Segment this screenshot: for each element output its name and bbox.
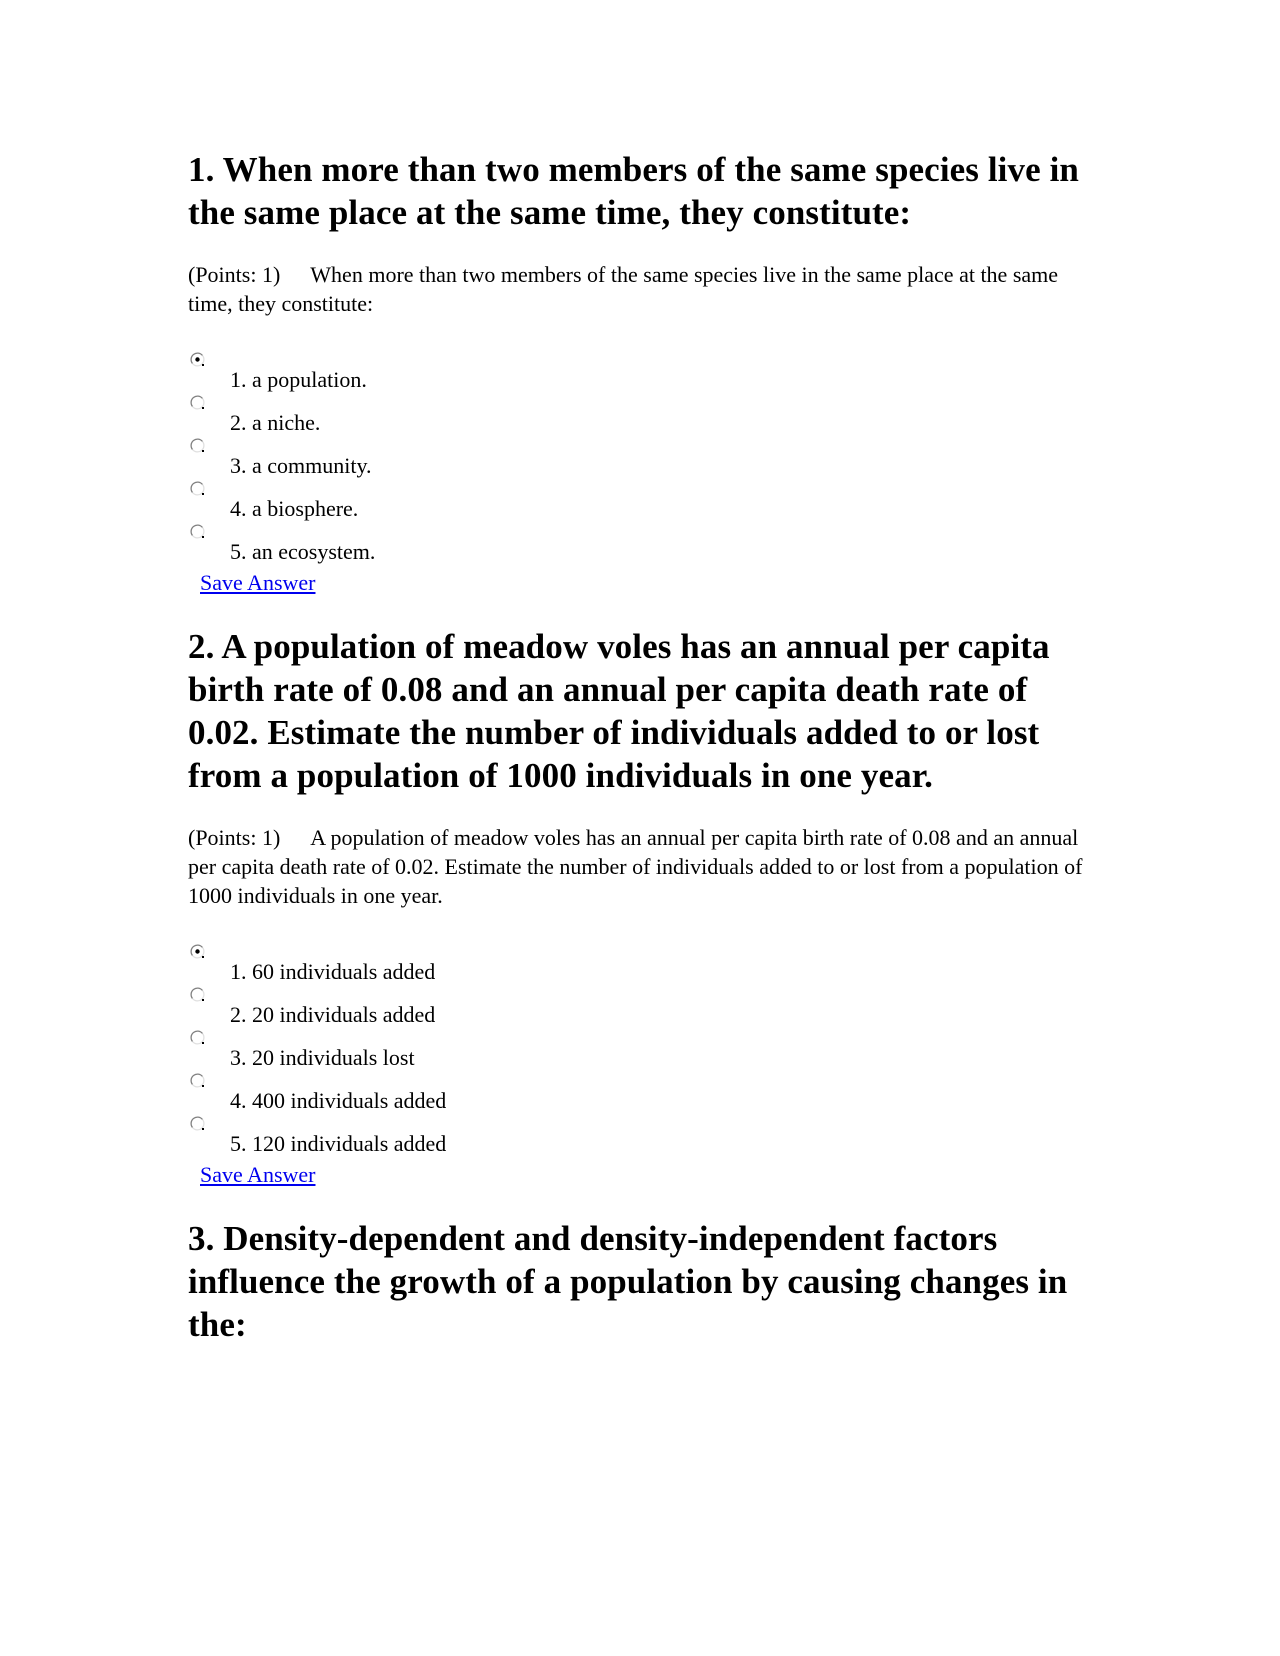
question-1-option-4-label: 4. a biosphere.	[230, 496, 359, 521]
question-1-option-1[interactable]	[188, 352, 1088, 395]
radio-unselected-icon[interactable]	[190, 524, 205, 539]
question-2-body	[188, 823, 1088, 910]
question-1-option-2[interactable]	[188, 395, 1088, 438]
question-1-options	[188, 352, 1088, 567]
question-2-option-4-label: 4. 400 individuals added	[230, 1088, 447, 1113]
quiz-page	[188, 148, 1088, 1346]
radio-unselected-icon[interactable]	[190, 1116, 205, 1131]
question-2-title: 2. A population of meadow voles has an annual per capita birth rate of 0.08 and an annual per capita death rate of 0.02. Estimate the number of individuals added to or lost from a population of 1000 individuals in one year.	[188, 627, 1050, 795]
question-2-option-3[interactable]	[188, 1030, 1088, 1073]
question-1-option-2-label: 2. a niche.	[230, 410, 321, 435]
question-1-option-5[interactable]	[188, 524, 1088, 567]
question-2-option-3-label: 3. 20 individuals lost	[230, 1045, 415, 1070]
question-2-option-1[interactable]	[188, 944, 1088, 987]
question-2-option-2-label: 2. 20 individuals added	[230, 1002, 436, 1027]
radio-unselected-icon[interactable]	[190, 987, 205, 1002]
radio-unselected-icon[interactable]	[190, 481, 205, 496]
question-2-points: (Points: 1)	[188, 825, 281, 850]
question-2-option-5[interactable]	[188, 1116, 1088, 1159]
question-2-option-2[interactable]	[188, 987, 1088, 1030]
question-1-option-3[interactable]	[188, 438, 1088, 481]
question-2-options	[188, 944, 1088, 1159]
question-2-option-4[interactable]	[188, 1073, 1088, 1116]
radio-unselected-icon[interactable]	[190, 1073, 205, 1088]
question-1-option-1-label: 1. a population.	[230, 367, 367, 392]
question-1-option-3-label: 3. a community.	[230, 453, 372, 478]
question-1-text: When more than two members of the same species live in the same place at the same time, they constitute:	[188, 262, 1059, 316]
question-1	[188, 148, 1088, 595]
question-1-option-5-label: 5. an ecosystem.	[230, 539, 376, 564]
question-2-option-5-label: 5. 120 individuals added	[230, 1131, 447, 1156]
radio-selected-icon[interactable]	[190, 944, 205, 959]
question-2-text: A population of meadow voles has an annual per capita birth rate of 0.08 and an annual per capita death rate of 0.02. Estimate the number of individuals added to or lost from a population of 1000 individuals in one year.	[188, 825, 1083, 908]
question-1-body	[188, 260, 1088, 318]
radio-unselected-icon[interactable]	[190, 438, 205, 453]
question-3	[188, 1217, 1088, 1346]
radio-selected-icon[interactable]	[190, 352, 205, 367]
radio-unselected-icon[interactable]	[190, 1030, 205, 1045]
radio-unselected-icon[interactable]	[190, 395, 205, 410]
question-1-points: (Points: 1)	[188, 262, 281, 287]
question-2-save-answer-link[interactable]: Save Answer	[200, 1162, 316, 1187]
question-1-option-4[interactable]	[188, 481, 1088, 524]
question-1-title: 1. When more than two members of the same species live in the same place at the same time, they constitute:	[188, 150, 1079, 232]
question-3-title: 3. Density-dependent and density-independent factors influence the growth of a population by causing changes in the:	[188, 1219, 1068, 1344]
question-1-save-answer-link[interactable]: Save Answer	[200, 570, 316, 595]
question-2	[188, 625, 1088, 1187]
question-2-option-1-label: 1. 60 individuals added	[230, 959, 436, 984]
